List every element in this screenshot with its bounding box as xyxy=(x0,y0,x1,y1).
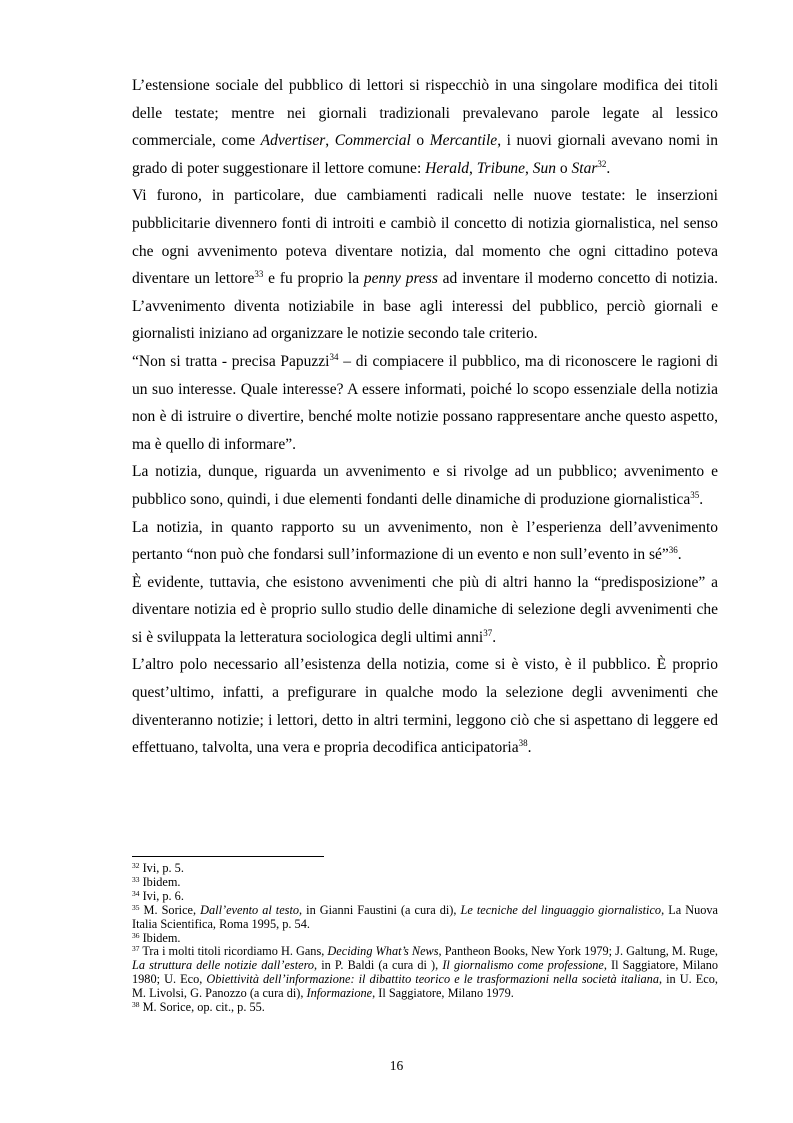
page-number: 16 xyxy=(389,1058,404,1073)
text-run: L’altro polo necessario all’esistenza della notizia, come si è visto, è il pubblico. È proprio quest’ultimo, infatti, a prefigurare in qualche modo la selezione degli avvenimenti che diventeranno notizie; i lettori, detto in altri termini, leggono ciò che si aspettano di leggere ed effettuano, talvolta, una vera e propria decodifica anticipatoria xyxy=(132,656,718,757)
footnote-ref: 34 xyxy=(132,888,140,898)
text-run: . xyxy=(606,159,611,177)
body-text xyxy=(132,72,718,762)
footnote-ref: 32 xyxy=(132,861,140,870)
italic-text: Star xyxy=(571,159,598,177)
text-run: M. Sorice, xyxy=(139,902,201,917)
italic-text: Informazione xyxy=(306,986,373,1001)
footnote xyxy=(132,904,718,932)
body-paragraph xyxy=(132,651,718,761)
italic-text: La struttura delle notizie dall’estero xyxy=(132,958,315,973)
text-run: L’estensione sociale del pubblico di lettori si rispecchiò in una singolare modifica dei titoli delle testate; mentre nei giornali tradizionali prevalevano parole legate al lessico commerciale, come xyxy=(132,77,718,150)
text-run: . xyxy=(527,739,532,757)
footnote-ref: 36 xyxy=(668,545,678,556)
footnote xyxy=(132,1001,718,1015)
text-run: La notizia, dunque, riguarda un avvenimento e si rivolge ad un pubblico; avvenimento e pubblico sono, quindi, i due elementi fondanti delle dinamiche di produzione giornalistica xyxy=(132,463,718,508)
text-run: Tra i molti titoli ricordiamo H. Gans, xyxy=(139,944,328,959)
text-run: M. Sorice, op. cit., p. 55. xyxy=(139,1000,265,1015)
text-run: Ivi, p. 5. xyxy=(139,861,184,875)
footnote-ref: 32 xyxy=(597,158,607,169)
italic-text: Commercial xyxy=(334,132,411,150)
footnote-ref: 38 xyxy=(518,738,528,749)
italic-text: Il giornalismo come professione xyxy=(442,958,604,973)
text-run: – di compiacere il pubblico, ma di riconoscere le ragioni di un suo interesse. Quale interesse? A essere informati, poiché lo scopo essenziale della notizia non è di istruire o divertire, benché molte notizie possano rappresentare anche questo aspetto, ma è quello di informare”. xyxy=(132,352,718,453)
footnote xyxy=(132,890,718,904)
italic-text: Sun xyxy=(532,159,557,177)
text-run: , xyxy=(525,159,533,177)
footnote xyxy=(132,862,718,876)
footnotes xyxy=(132,862,718,1015)
text-run: ad inventare il moderno concetto di notizia. L’avvenimento diventa notiziabile in base agli interessi del pubblico, perciò giornali e giornalisti iniziano ad organizzare le notizie secondo tale criterio. xyxy=(132,270,718,343)
text-run: È evidente, tuttavia, che esistono avvenimenti che più di altri hanno la “predisposizione” a diventare notizia ed è proprio sullo studio delle dinamiche di selezione degli avvenimenti che si è sviluppata la letteratura sociologica degli ultimi anni xyxy=(132,573,718,646)
italic-text: Herald xyxy=(425,159,470,177)
text-run: Ivi, p. 6. xyxy=(139,888,184,903)
footnote-ref: 33 xyxy=(132,874,140,884)
text-run: , in U. Eco, M. Livolsi, G. Panozzo (a cura di), xyxy=(132,972,718,1001)
text-run: , Pantheon Books, New York 1979; J. Galtung, M. Ruge, xyxy=(438,944,719,959)
footnote-ref: 38 xyxy=(132,1000,140,1010)
body-paragraph xyxy=(132,348,718,458)
text-run: , xyxy=(325,132,335,150)
text-run: . xyxy=(699,490,704,508)
text-run: , Il Saggiatore, Milano 1979. xyxy=(372,986,514,1001)
text-run: o xyxy=(556,159,572,177)
footnote-ref: 36 xyxy=(132,930,140,940)
footnote xyxy=(132,932,718,946)
text-run: , xyxy=(469,159,477,177)
body-paragraph xyxy=(132,72,718,182)
text-run: Ibidem. xyxy=(139,874,181,889)
text-run: Ibidem. xyxy=(139,930,181,945)
text-run: . xyxy=(492,628,497,646)
footnote-ref: 34 xyxy=(329,351,339,362)
footnote xyxy=(132,945,718,1001)
text-run: , La Nuova Italia Scientifica, Roma 1995, p. 54. xyxy=(132,902,718,931)
text-run: , in P. Baldi (a cura di ), xyxy=(314,958,443,973)
italic-text: Advertiser xyxy=(260,132,326,150)
footnote-ref: 37 xyxy=(132,944,140,954)
text-run: , Il Saggiatore, Milano 1980; U. Eco, xyxy=(132,958,718,987)
text-run: Vi furono, in particolare, due cambiamenti radicali nelle nuove testate: le inserzioni pubblicitarie divennero fonti di introiti e cambiò il concetto di notizia giornalistica, nel senso che ogni avvenimento poteva diventare notizia, dal momento che ogni cittadino poteva diventare un lettore xyxy=(132,187,718,288)
italic-text: Obiettività dell’informazione: il dibattito teorico e le trasformazioni nella società italiana xyxy=(206,972,659,987)
body-paragraph xyxy=(132,182,718,348)
italic-text: Le tecniche del linguaggio giornalistico xyxy=(460,902,662,917)
footnote-separator xyxy=(132,856,324,857)
text-run: . xyxy=(677,546,682,564)
italic-text: penny press xyxy=(363,270,438,288)
body-paragraph xyxy=(132,569,718,652)
text-run: o xyxy=(410,132,430,150)
body-paragraph xyxy=(132,514,718,569)
italic-text: Tribune xyxy=(476,159,526,177)
italic-text: Dall’evento al testo xyxy=(200,902,300,917)
text-run: , in Gianni Faustini (a cura di), xyxy=(299,902,461,917)
italic-text: Mercantile xyxy=(429,132,498,150)
text-run: e fu proprio la xyxy=(263,270,364,288)
body-paragraph xyxy=(132,458,718,513)
text-run: “Non si tratta - precisa Papuzzi xyxy=(132,352,330,370)
footnote-ref: 35 xyxy=(132,902,140,912)
text-run: La notizia, in quanto rapporto su un avvenimento, non è l’esperienza dell’avvenimento pertanto “non può che fondarsi sull’informazione di un evento e non sull’evento in sé” xyxy=(132,518,718,564)
italic-text: Deciding What’s News xyxy=(327,944,439,959)
footnote-ref: 37 xyxy=(483,627,493,638)
footnote-ref: 35 xyxy=(690,489,700,500)
footnote-ref: 33 xyxy=(254,269,264,280)
text-run: , i nuovi giornali avevano nomi in grado di poter suggestionare il lettore comune: xyxy=(132,132,719,177)
footnote xyxy=(132,876,718,890)
